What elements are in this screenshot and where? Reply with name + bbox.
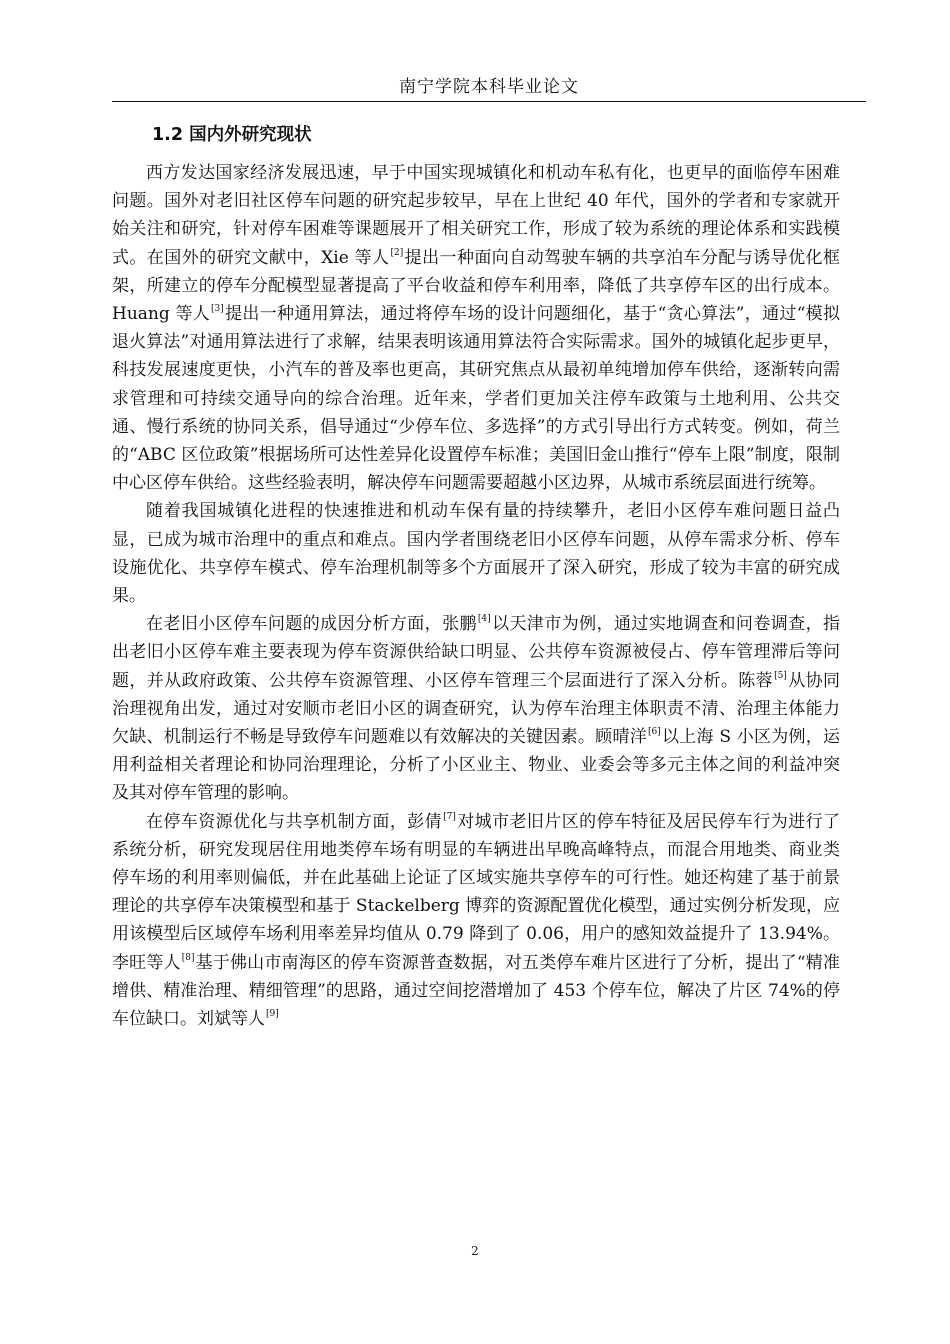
citation-ref: [6] xyxy=(647,727,661,738)
page-number: 2 xyxy=(471,1244,479,1258)
citation-ref: [4] xyxy=(477,614,491,625)
section-heading: 1.2 国内外研究现状 xyxy=(152,125,312,145)
citation-ref: [3] xyxy=(211,304,224,315)
paragraph-text: 以天津市为例，通过实地调查和问卷调查，指出老旧小区停车难主要表现为停车资源供给缺口明显、公共停车资源被侵占、停车管理滞后等问题，并从政府政策、公共停车资源管理、小区停车管理三个层面进行了深入分析。陈蓉 xyxy=(112,614,841,691)
body-paragraph xyxy=(112,808,840,1034)
citation-ref: [2] xyxy=(390,247,404,258)
paragraph-text: 对城市老旧片区的停车特征及居民停车行为进行了系统分析，研究发现居住用地类停车场有明显的车辆进出早晚高峰特点，而混合用地类、商业类停车场的利用率则偏低，并在此基础上论证了区域实施共享停车的可行性。她还构建了基于前景理论的共享停车决策模型和基于 Stackelberg 博弈的资源配置优化模型，通过实例分析发现，应用该模型后区域停车场利用率差异均值从 0.79 降到了 0.06，用户的感知效益提升了 13.94%。李旺等人 xyxy=(112,811,841,973)
running-header: 南宁学院本科毕业论文 xyxy=(399,77,579,97)
paragraph-text: 以上海 S 小区为例，运用利益相关者理论和协同治理理论，分析了小区业主、物业、业委会等多元主体之间的利益冲突及其对停车管理的影响。 xyxy=(112,727,840,804)
paragraph-text: 提出一种通用算法，通过将停车场的设计问题细化，基于“贪心算法”，通过“模拟退火算法”对通用算法进行了求解，结果表明该通用算法符合实际需求。国外的城镇化起步更早，科技发展速度更快，小汽车的普及率也更高，其研究焦点从最初单纯增加停车供给，逐渐转向需求管理和可持续交通导向的综合治理。近年来，学者们更加关注停车政策与土地利用、公共交通、慢行系统的协同关系，倡导通过“少停车位、多选择”的方式引导出行方式转变。例如，荷兰的“ABC 区位政策”根据场所可达性差异化设置停车标准；美国旧金山推行“停车上限”制度，限制中心区停车供给。这些经验表明，解决停车问题需要超越小区边界，从城市系统层面进行统筹。 xyxy=(112,304,840,494)
body-paragraph xyxy=(112,497,840,610)
citation-ref: [7] xyxy=(443,811,456,822)
paragraph-text: 在停车资源优化与共享机制方面，彭倩 xyxy=(146,811,443,832)
body-paragraph xyxy=(112,610,840,807)
body-text xyxy=(112,159,840,1033)
paragraph-text: 提出一种面向自动驾驶车辆的共享泊车分配与诱导优化框架，所建立的停车分配模型显著提高了平台收益和停车利用率，降低了共享停车区的出行成本。Huang 等人 xyxy=(112,247,840,325)
paragraph-text: 基于佛山市南海区的停车资源普查数据，对五类停车难片区进行了分析，提出了“精准增供、精准治理、精细管理”的思路，通过空间挖潜增加了 453 个停车位，解决了片区 74%的停车位缺口。刘斌等人 xyxy=(112,952,840,1030)
paragraph-text: 随着我国城镇化进程的快速推进和机动车保有量的持续攀升，老旧小区停车难问题日益凸显，已成为城市治理中的重点和难点。国内学者围绕老旧小区停车问题，从停车需求分析、停车设施优化、共享停车模式、停车治理机制等多个方面展开了深入研究，形成了较为丰富的研究成果。 xyxy=(112,501,840,607)
body-paragraph xyxy=(112,159,840,497)
paragraph-text: 西方发达国家经济发展迅速，早于中国实现城镇化和机动车私有化，也更早的面临停车困难问题。国外对老旧社区停车问题的研究起步较早，早在上世纪 40 年代，国外的学者和专家就开始关注和研究，针对停车困难等课题展开了相关研究工作，形成了较为系统的理论体系和实践模式。在国外的研究文献中，Xie 等人 xyxy=(112,163,840,268)
header-rule xyxy=(112,101,866,102)
citation-ref: [8] xyxy=(181,952,195,963)
paragraph-text: 从协同治理视角出发，通过对安顺市老旧小区的调查研究，认为停车治理主体职责不清、治理主体能力欠缺、机制运行不畅是导致停车问题难以有效解决的关键因素。顾晴洋 xyxy=(112,670,841,748)
paragraph-text: 在老旧小区停车问题的成因分析方面，张鹏 xyxy=(146,614,477,635)
citation-ref: [5] xyxy=(774,670,787,681)
citation-ref: [9] xyxy=(266,1009,279,1020)
